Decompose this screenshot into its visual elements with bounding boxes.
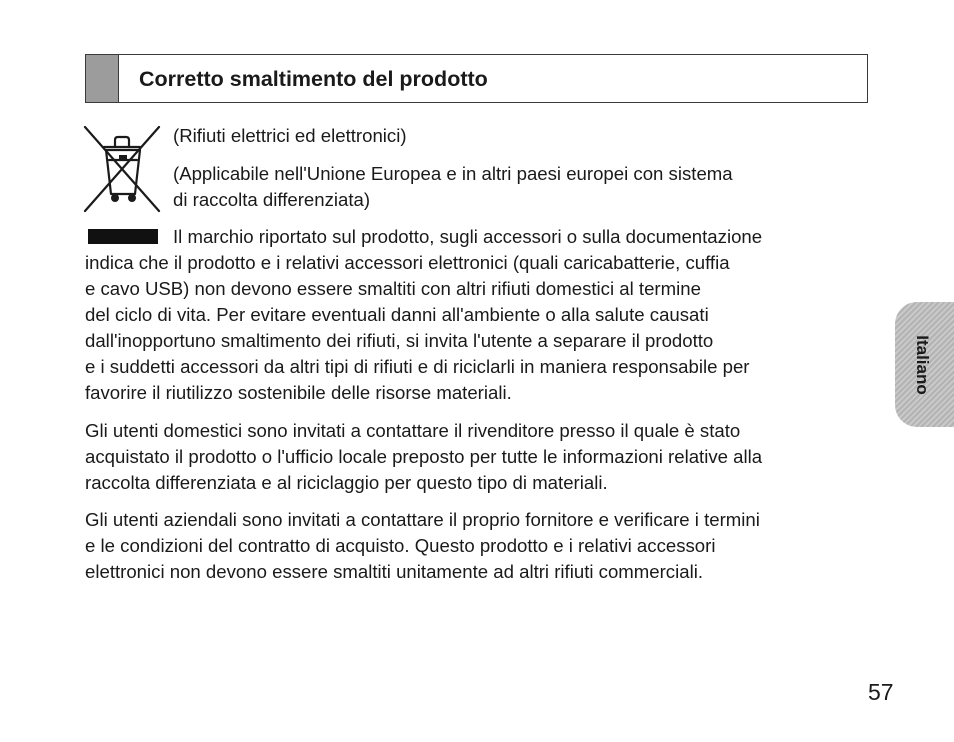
header-accent-block <box>86 55 119 102</box>
paragraph-2-line: acquistato il prodotto o l'ufficio locale preposto per tutte le informazioni relative alla <box>85 446 763 467</box>
section-header <box>85 54 868 103</box>
paragraph-3-line: elettronici non devono essere smaltiti unitamente ad altri rifiuti commerciali. <box>85 561 703 582</box>
paragraph-marker-bar <box>88 229 158 244</box>
paragraph-1-line: favorire il riutilizzo sostenibile delle risorse materiali. <box>85 382 512 403</box>
applicability-note-line: di raccolta differenziata) <box>173 189 371 210</box>
applicability-note-line: (Applicabile nell'Unione Europea e in altri paesi europei con sistema <box>173 163 733 184</box>
paragraph-3-line: e le condizioni del contratto di acquisto. Questo prodotto e i relativi accessori <box>85 535 716 556</box>
paragraph-1-line: dall'inopportuno smaltimento dei rifiuti, si invita l'utente a separare il prodotto <box>85 330 714 351</box>
paragraph-2-line: Gli utenti domestici sono invitati a contattare il rivenditore presso il quale è stato <box>85 420 741 441</box>
paragraph-1-line: e i suddetti accessori da altri tipi di rifiuti e di riciclarli in maniera responsabile per <box>85 356 750 377</box>
paragraph-3-line: Gli utenti aziendali sono invitati a contattare il proprio fornitore e verificare i termini <box>85 509 760 530</box>
section-title: Corretto smaltimento del prodotto <box>139 67 488 91</box>
language-tab-label: Italiano <box>913 335 932 395</box>
paragraph-1-line: indica che il prodotto e i relativi accessori elettronici (quali caricabatterie, cuffia <box>85 252 730 273</box>
paragraph-1-line: e cavo USB) non devono essere smaltiti con altri rifiuti domestici al termine <box>85 278 701 299</box>
paragraph-2-line: raccolta differenziata e al riciclaggio per questo tipo di materiali. <box>85 472 608 493</box>
paragraph-1-line: Il marchio riportato sul prodotto, sugli accessori o sulla documentazione <box>173 226 763 247</box>
paragraph-1-line: del ciclo di vita. Per evitare eventuali danni all'ambiente o alla salute causati <box>85 304 709 325</box>
language-tab <box>895 302 954 427</box>
page-number: 57 <box>868 679 894 705</box>
waste-type-note: (Rifiuti elettrici ed elettronici) <box>173 125 407 146</box>
crossed-out-wheelie-bin-icon <box>82 124 162 214</box>
